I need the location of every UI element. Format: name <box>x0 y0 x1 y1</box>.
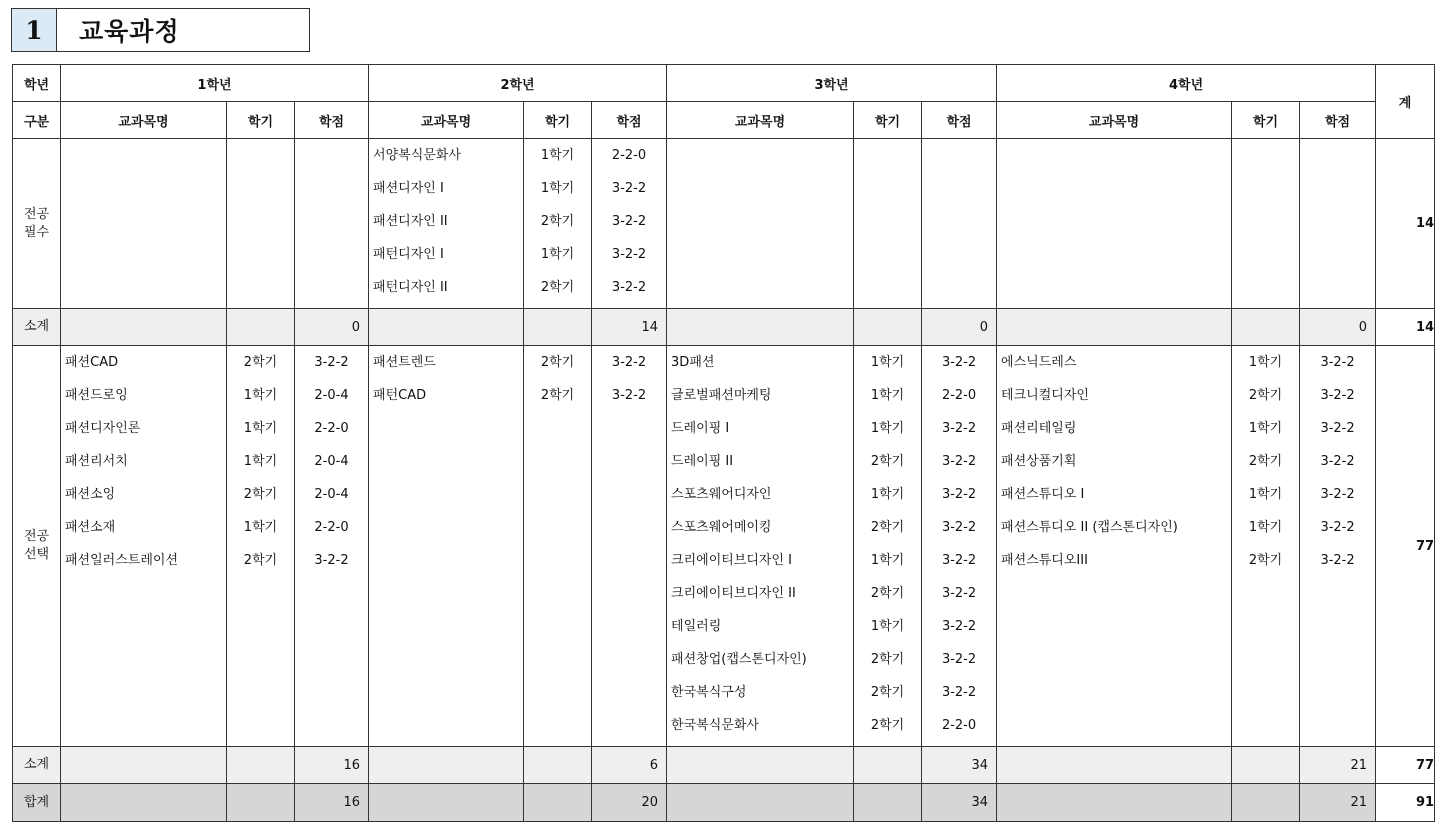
empty-cell <box>1232 784 1300 822</box>
course-semester: 1학기 <box>870 487 905 502</box>
row-total: 77 <box>1376 346 1435 747</box>
empty-cell <box>667 784 854 822</box>
semester-cell <box>524 139 592 309</box>
empty-cell <box>369 747 524 784</box>
header-row-years <box>13 65 1435 102</box>
course-name: 3D패션 <box>671 355 715 370</box>
empty-cell <box>227 309 295 346</box>
course-credit: 3-2-2 <box>314 553 349 568</box>
header-credit: 학점 <box>922 102 997 139</box>
credit-cell <box>922 139 997 309</box>
course-credit: 2-2-0 <box>314 520 349 535</box>
course-name: 패션창업(캡스톤디자인) <box>671 652 807 667</box>
course-credit: 3-2-2 <box>941 619 977 634</box>
course-semester: 1학기 <box>243 388 278 403</box>
empty-cell <box>227 784 295 822</box>
course-name: 크리에이티브디자인 II <box>671 586 796 601</box>
course-name: 한국복식문화사 <box>671 718 759 733</box>
course-name: 드레이핑 II <box>671 454 734 469</box>
course-name: 한국복식구성 <box>671 685 747 700</box>
course-name-cell <box>369 139 524 309</box>
empty-cell <box>854 309 922 346</box>
header-credit: 학점 <box>592 102 667 139</box>
semester-cell <box>854 346 922 747</box>
curriculum-table <box>12 64 1435 822</box>
year-credit-sum: 21 <box>1300 784 1376 822</box>
category-elective: 전공 선택 <box>13 346 61 747</box>
course-credit: 2-0-4 <box>314 388 349 403</box>
course-semester: 2학기 <box>870 454 905 469</box>
credit-cell <box>295 346 369 747</box>
course-name: 스포츠웨어디자인 <box>671 487 772 502</box>
course-semester: 2학기 <box>870 652 905 667</box>
course-name: 드레이핑 I <box>671 421 730 436</box>
credit-cell <box>295 139 369 309</box>
course-name: 패턴디자인 I <box>373 247 444 262</box>
course-name-cell <box>667 346 854 747</box>
course-credit: 3-2-2 <box>941 355 977 370</box>
header-semester: 학기 <box>227 102 295 139</box>
course-credit: 3-2-2 <box>1320 355 1355 370</box>
empty-cell <box>854 747 922 784</box>
course-name: 서양복식문화사 <box>373 148 461 163</box>
course-credit: 3-2-2 <box>611 214 647 229</box>
grand-total-row <box>13 784 1435 822</box>
course-semester: 2학기 <box>540 388 575 403</box>
course-semester: 2학기 <box>870 718 905 733</box>
section-title <box>11 8 310 52</box>
year-credit-sum: 34 <box>922 747 997 784</box>
semester-cell <box>1232 346 1300 747</box>
empty-cell <box>369 309 524 346</box>
course-semester: 2학기 <box>1248 454 1283 469</box>
course-semester: 2학기 <box>540 280 575 295</box>
course-name: 패션트렌드 <box>373 355 436 370</box>
course-name: 패션스튜디오 I <box>1001 487 1085 502</box>
year-credit-sum: 20 <box>592 784 667 822</box>
header-semester: 학기 <box>1232 102 1300 139</box>
course-credit: 2-2-0 <box>611 148 647 163</box>
course-semester: 2학기 <box>1248 388 1283 403</box>
course-name-cell <box>997 139 1232 309</box>
course-name: 에스닉드레스 <box>1001 355 1077 370</box>
header-year-3: 3학년 <box>667 65 997 102</box>
course-semester: 1학기 <box>243 520 278 535</box>
empty-cell <box>524 309 592 346</box>
course-credit: 3-2-2 <box>941 553 977 568</box>
year-credit-sum: 34 <box>922 784 997 822</box>
header-total: 계 <box>1376 65 1435 139</box>
course-credit: 3-2-2 <box>1320 487 1355 502</box>
header-year-1: 1학년 <box>61 65 369 102</box>
semester-cell <box>524 346 592 747</box>
empty-cell <box>227 747 295 784</box>
course-name: 패션소재 <box>65 520 116 535</box>
course-name: 패션소잉 <box>65 487 116 502</box>
row-total: 14 <box>1376 309 1435 346</box>
course-semester: 1학기 <box>1248 487 1283 502</box>
empty-cell <box>854 784 922 822</box>
course-credit: 3-2-2 <box>1320 553 1355 568</box>
row-total: 91 <box>1376 784 1435 822</box>
course-credit: 3-2-2 <box>611 388 647 403</box>
year-credit-sum: 14 <box>592 309 667 346</box>
course-semester: 2학기 <box>870 586 905 601</box>
course-name: 테일러링 <box>671 619 722 634</box>
course-name: 패턴CAD <box>373 388 427 403</box>
course-name: 패션리테일링 <box>1001 421 1077 436</box>
course-name: 패션리서치 <box>65 454 128 469</box>
category-required: 전공 필수 <box>13 139 61 309</box>
course-credit: 3-2-2 <box>1320 520 1355 535</box>
empty-cell <box>997 747 1232 784</box>
course-credit: 3-2-2 <box>941 652 977 667</box>
course-name: 테크니컬디자인 <box>1001 388 1089 403</box>
course-credit: 2-2-0 <box>941 388 977 403</box>
elective-subtotal-row <box>13 747 1435 784</box>
empty-cell <box>667 309 854 346</box>
course-semester: 1학기 <box>540 181 575 196</box>
course-semester: 1학기 <box>870 355 905 370</box>
course-credit: 3-2-2 <box>941 421 977 436</box>
course-name: 패션CAD <box>65 355 119 370</box>
empty-cell <box>997 309 1232 346</box>
credit-cell <box>1300 139 1376 309</box>
course-credit: 2-0-4 <box>314 487 349 502</box>
course-credit: 3-2-2 <box>611 247 647 262</box>
course-name: 패션드로잉 <box>65 388 128 403</box>
course-name: 크리에이티브디자인 I <box>671 553 793 568</box>
course-semester: 1학기 <box>1248 355 1283 370</box>
header-credit: 학점 <box>1300 102 1376 139</box>
course-name-cell <box>369 346 524 747</box>
course-semester: 2학기 <box>540 355 575 370</box>
course-semester: 1학기 <box>870 421 905 436</box>
course-semester: 1학기 <box>1248 520 1283 535</box>
course-credit: 3-2-2 <box>611 355 647 370</box>
course-credit: 3-2-2 <box>611 280 647 295</box>
empty-cell <box>524 784 592 822</box>
course-name-cell <box>667 139 854 309</box>
course-credit: 3-2-2 <box>941 685 977 700</box>
semester-cell <box>854 139 922 309</box>
course-name: 패션스튜디오III <box>1001 553 1088 568</box>
course-semester: 2학기 <box>870 685 905 700</box>
year-credit-sum: 16 <box>295 747 369 784</box>
semester-cell <box>227 346 295 747</box>
empty-cell <box>61 784 227 822</box>
course-credit: 3-2-2 <box>941 586 977 601</box>
course-name: 글로벌패션마케팅 <box>671 388 772 403</box>
course-credit: 3-2-2 <box>941 520 977 535</box>
empty-cell <box>1232 747 1300 784</box>
course-semester: 1학기 <box>870 619 905 634</box>
empty-cell <box>997 784 1232 822</box>
credit-cell <box>922 346 997 747</box>
course-semester: 1학기 <box>870 388 905 403</box>
required-subtotal-row <box>13 309 1435 346</box>
header-year-4: 4학년 <box>997 65 1376 102</box>
subtotal-label: 소계 <box>13 309 61 346</box>
course-name: 패션디자인론 <box>65 421 141 436</box>
course-credit: 3-2-2 <box>941 454 977 469</box>
semester-cell <box>227 139 295 309</box>
course-semester: 1학기 <box>243 421 278 436</box>
course-credit: 3-2-2 <box>611 181 647 196</box>
empty-cell <box>524 747 592 784</box>
year-credit-sum: 0 <box>295 309 369 346</box>
course-name: 패션디자인 II <box>373 214 448 229</box>
course-credit: 3-2-2 <box>314 355 349 370</box>
course-semester: 1학기 <box>1248 421 1283 436</box>
course-credit: 2-0-4 <box>314 454 349 469</box>
course-credit: 2-2-0 <box>941 718 977 733</box>
empty-cell <box>667 747 854 784</box>
course-credit: 2-2-0 <box>314 421 349 436</box>
header-course: 교과목명 <box>997 102 1232 139</box>
credit-cell <box>1300 346 1376 747</box>
empty-cell <box>61 747 227 784</box>
header-semester: 학기 <box>854 102 922 139</box>
year-credit-sum: 0 <box>922 309 997 346</box>
course-credit: 3-2-2 <box>1320 388 1355 403</box>
required-courses-row <box>13 139 1435 309</box>
course-semester: 2학기 <box>243 355 278 370</box>
semester-cell <box>1232 139 1300 309</box>
course-semester: 1학기 <box>540 148 575 163</box>
course-semester: 1학기 <box>243 454 278 469</box>
course-credit: 3-2-2 <box>1320 421 1355 436</box>
course-semester: 2학기 <box>243 487 278 502</box>
course-name: 패턴디자인 II <box>373 280 448 295</box>
row-total: 14 <box>1376 139 1435 309</box>
course-name-cell <box>61 346 227 747</box>
empty-cell <box>369 784 524 822</box>
course-name: 스포츠웨어메이킹 <box>671 520 772 535</box>
subtotal-label: 소계 <box>13 747 61 784</box>
section-number: 1 <box>12 9 57 51</box>
credit-cell <box>592 346 667 747</box>
elective-courses-row <box>13 346 1435 747</box>
course-name: 패션디자인 I <box>373 181 444 196</box>
header-course: 교과목명 <box>369 102 524 139</box>
row-total: 77 <box>1376 747 1435 784</box>
course-name: 패션일러스트레이션 <box>65 553 179 568</box>
course-semester: 1학기 <box>540 247 575 262</box>
credit-cell <box>592 139 667 309</box>
course-name-cell <box>997 346 1232 747</box>
header-credit: 학점 <box>295 102 369 139</box>
year-credit-sum: 21 <box>1300 747 1376 784</box>
course-semester: 2학기 <box>540 214 575 229</box>
course-name: 패션상품기획 <box>1001 454 1077 469</box>
header-semester: 학기 <box>524 102 592 139</box>
empty-cell <box>61 309 227 346</box>
course-semester: 2학기 <box>243 553 278 568</box>
course-semester: 2학기 <box>870 520 905 535</box>
header-course: 교과목명 <box>61 102 227 139</box>
grand-total-label: 합계 <box>13 784 61 822</box>
course-credit: 3-2-2 <box>941 487 977 502</box>
header-category: 구분 <box>13 102 61 139</box>
year-credit-sum: 16 <box>295 784 369 822</box>
course-name: 패션스튜디오 II (캡스톤디자인) <box>1001 520 1178 535</box>
year-credit-sum: 6 <box>592 747 667 784</box>
header-course: 교과목명 <box>667 102 854 139</box>
header-row-columns <box>13 102 1435 139</box>
year-credit-sum: 0 <box>1300 309 1376 346</box>
section-heading: 교육과정 <box>79 17 180 46</box>
course-credit: 3-2-2 <box>1320 454 1355 469</box>
empty-cell <box>1232 309 1300 346</box>
course-semester: 1학기 <box>870 553 905 568</box>
header-year-label: 학년 <box>13 65 61 102</box>
course-name-cell <box>61 139 227 309</box>
course-semester: 2학기 <box>1248 553 1283 568</box>
header-year-2: 2학년 <box>369 65 667 102</box>
